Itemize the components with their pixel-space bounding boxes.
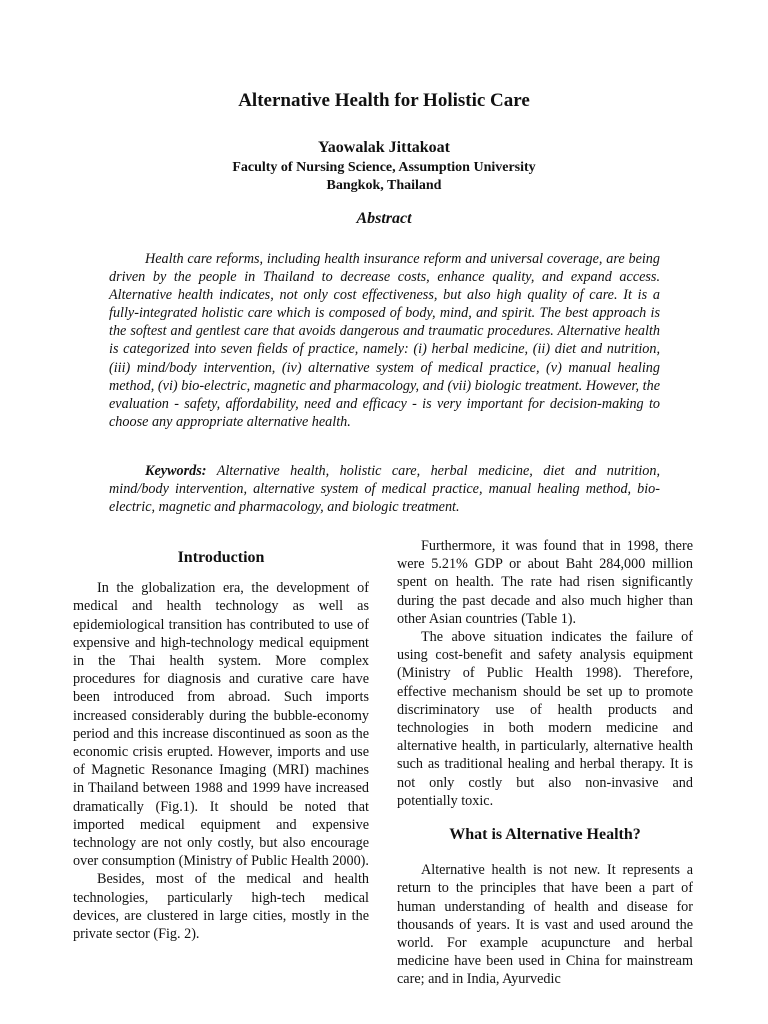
what-is-alternative-health-paragraph: Alternative health is not new. It represents a return to the principles that have been a part of human understanding of health and disease for thousands of years. It is vast and used around the world. For example acupuncture and herbal medicine have been used in China for mainstream care; and in India, Ayurvedic xyxy=(397,862,693,988)
right-paragraph-2: The above situation indicates the failure of using cost-benefit and safety analysis equipment (Ministry of Public Health 1998). Therefore, effective mechanism should be set up to promote discriminatory use of health products and technologies in both modern medicine and alternative health, in particularly, alternative health such as traditional healing and herbal therapy. It is not only costly but also non-invasive and potentially toxic. xyxy=(397,629,693,809)
abstract-heading: Abstract xyxy=(356,210,412,227)
abstract-body: Health care reforms, including health insurance reform and universal coverage, are being driven by the people in Thailand to decrease costs, enhance quality, and expand access. Alternative health indicates, not only cost effectiveness, but also high quality of care. It is a fully-integrated holistic care which is composed of body, mind, and spirit. The best approach is the softest and gentlest care that avoids dangerous and traumatic procedures. Alternative health is categorized into seven fields of practice, namely: (i) herbal medicine, (ii) diet and nutrition, (iii) mind/body intervention, (iv) alternative system of medical practice, (v) manual healing method, (vi) bio-electric, magnetic and pharmacology, and (vii) biologic treatment. However, the evaluation - safety, affordability, need and efficacy - is very important for decision-making to choose any appropriate alternative health. xyxy=(109,251,660,430)
introduction-paragraph-1: In the globalization era, the development of medical and health technology as well as epidemiological transition has contributed to use of expensive and high-technology medical equipment in the Thai health system. More complex procedures for diagnosis and curative care have been introduced from abroad. Such imports increased considerably during the bubble-economy period and this increase discontinued as soon as the economic crisis erupted. However, imports and use of Magnetic Resonance Imaging (MRI) machines in Thailand between 1988 and 1999 have increased dramatically (Fig.1). It should be noted that imported medical equipment and expensive technology are not only costly, but also encourage over consumption (Ministry of Public Health 2000). xyxy=(73,580,369,870)
paper-title: Alternative Health for Holistic Care xyxy=(238,90,530,111)
author-affiliation xyxy=(0,159,768,195)
right-column xyxy=(397,537,693,989)
keywords-paragraph xyxy=(109,462,660,516)
author-name: Yaowalak Jittakoat xyxy=(317,139,450,156)
affiliation-line-1: Faculty of Nursing Science, Assumption University xyxy=(232,160,536,175)
left-column xyxy=(73,537,369,943)
introduction-heading: Introduction xyxy=(177,549,265,566)
keywords-label: Keywords: xyxy=(145,463,207,479)
affiliation-line-2: Bangkok, Thailand xyxy=(326,178,442,193)
introduction-paragraph-2: Besides, most of the medical and health technologies, particularly high-tech medical devices, are clustered in large cities, mostly in the private sector (Fig. 2). xyxy=(73,871,369,943)
right-paragraph-1: Furthermore, it was found that in 1998, there were 5.21% GDP or about Baht 284,000 million spent on health. The rate had risen significantly during the past decade and also much higher than other Asian countries (Table 1). xyxy=(397,538,693,627)
what-is-alternative-health-heading: What is Alternative Health? xyxy=(449,826,641,844)
keywords-text: Alternative health, holistic care, herbal medicine, diet and nutrition, mind/body intervention, alternative system of medical practice, manual healing method, bio-electric, magnetic and pharmacology, and biologic treatment. xyxy=(109,463,660,516)
